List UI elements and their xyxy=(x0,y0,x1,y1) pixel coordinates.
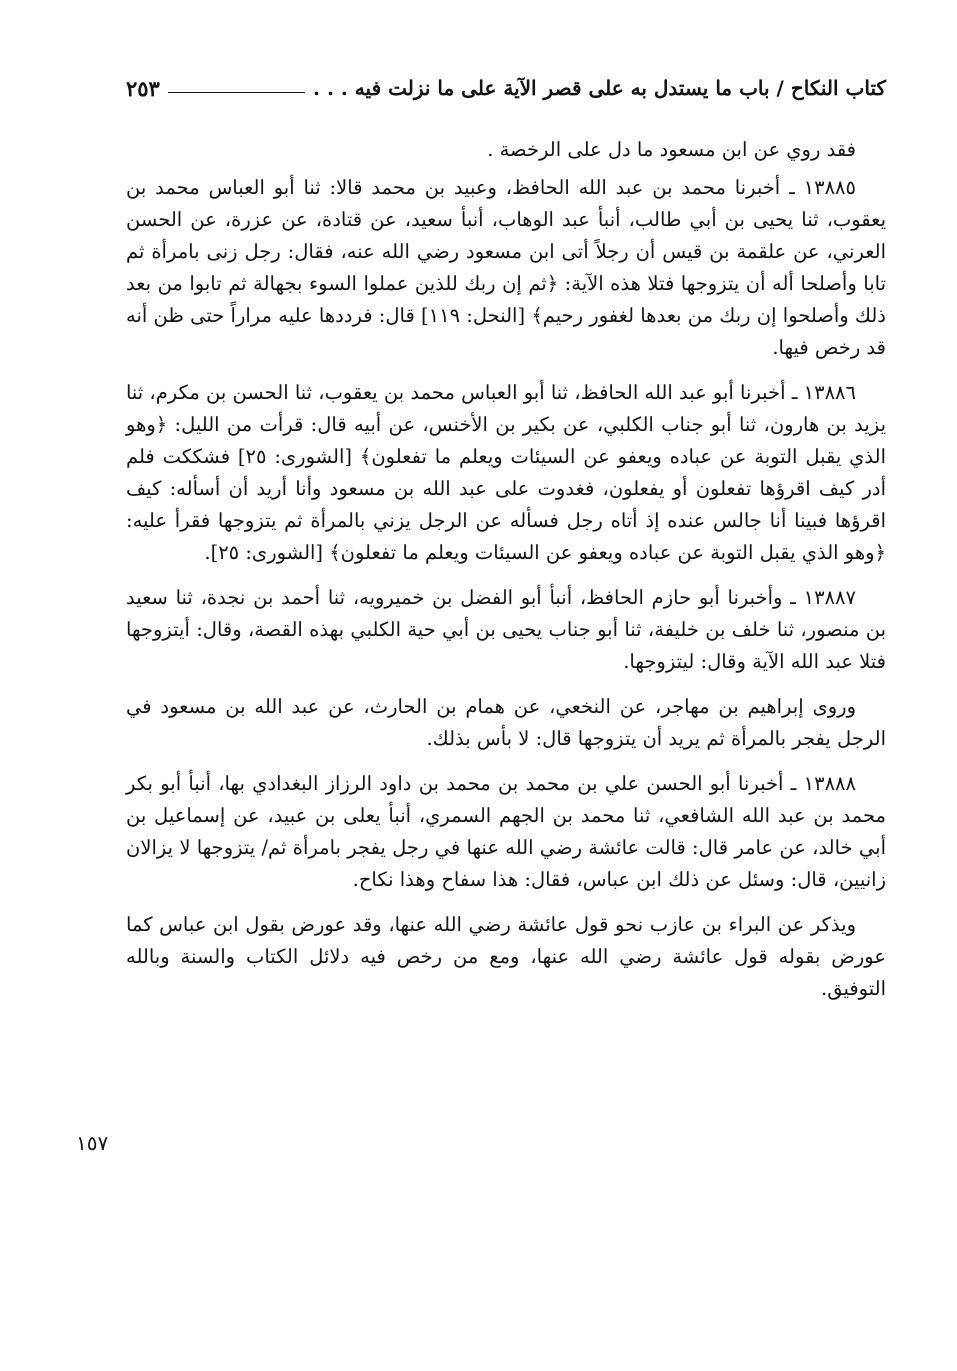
paragraph-ibrahim: وروى إبراهيم بن مهاجر، عن النخعي، عن همام بن الحارث، عن عبد الله بن مسعود في الرجل يفجر بالمرأة ثم يريد أن يتزوجها قال: لا بأس بذلك. xyxy=(126,695,886,750)
running-title: كتاب النكاح / باب ما يستدل به على قصر الآية على ما نزلت فيه . . . xyxy=(313,76,886,100)
paragraph-intro: فقد روي عن ابن مسعود ما دل على الرخصة . xyxy=(487,138,856,161)
paragraph-conclusion: ويذكر عن البراء بن عازب نحو قول عائشة رضي الله عنها، وقد عورض بقول ابن عباس كما عورض بقوله قول عائشة رضي الله عنها، ومع من رخص فيه دلائل الكتاب والسنة وبالله التوفيق. xyxy=(126,913,886,1000)
hadith-13887: ١٣٨٨٧ ـ وأخبرنا أبو حازم الحافظ، أنبأ أبو الفضل بن خميرويه، ثنا أحمد بن نجدة، ثنا سعيد بن منصور، ثنا خلف بن خليفة، ثنا أبو جناب يحيى بن أبي حية الكلبي بهذه القصة، وقال: أيتزوجها فتلا عبد الله الآية وقال: ليتزوجها. xyxy=(126,586,886,673)
page-body xyxy=(126,134,886,1018)
hadith-13888: ١٣٨٨٨ ـ أخبرنا أبو الحسن علي بن محمد بن محمد بن داود الرزاز البغدادي بها، أنبأ أبو بكر محمد بن عبد الله الشافعي، ثنا محمد بن الجهم السمري، أنبأ يعلى بن عبيد، عن إسماعيل بن أبي خالد، عن عامر قال: قالت عائشة رضي الله عنها في رجل يفجر بامرأة ثم/ يتزوجها لا يزالان زانيين، قال: وسئل عن ذلك ابن عباس، فقال: هذا سفاح وهذا نكاح. xyxy=(126,772,886,891)
hadith-13886: ١٣٨٨٦ ـ أخبرنا أبو عبد الله الحافظ، ثنا أبو العباس محمد بن يعقوب، ثنا الحسن بن مكرم، ثنا يزيد بن هارون، ثنا أبو جناب الكلبي، عن بكير بن الأخنس، عن أبيه قال: قرأت من الليل: ﴿وهو الذي يقبل التوبة عن عباده ويعفو عن السيئات ويعلم ما تفعلون﴾ [الشورى: ٢٥] فشككت فلم أدر كيف اقرؤها تفعلون أو يفعلون، فغدوت على عبد الله بن مسعود وأنا أريد أن أسأله: كيف اقرؤها فبينا أنا جالس عنده إذ أتاه رجل فسأله عن الرجل يزني بالمرأة ثم يتزوجها فقرأ عليه: ﴿وهو الذي يقبل التوبة عن عباده ويعفو عن السيئات ويعلم ما تفعلون﴾ [الشورى: ٢٥]. xyxy=(125,381,886,564)
hadith-13885: ١٣٨٨٥ ـ أخبرنا محمد بن عبد الله الحافظ، وعبيد بن محمد قالا: ثنا أبو العباس محمد بن يعقوب، ثنا يحيى بن أبي طالب، أنبأ عبد الوهاب، أنبأ سعيد، عن قتادة، عن عزرة، عن الحسن العرني، عن علقمة بن قيس أن رجلاً أتى ابن مسعود رضي الله عنه، فقال: رجل زنى بامرأة ثم تابا وأصلحا أله أن يتزوجها فتلا هذه الآية: ﴿ثم إن ربك للذين عملوا السوء بجهالة ثم تابوا من بعد ذلك وأصلحوا إن ربك من بعدها لغفور رحيم﴾ [النحل: ١١٩] قال: فرددها عليه مراراً حتى ظن أنه قد رخص فيها. xyxy=(126,176,886,359)
margin-volume-reference: ١٥٧ xyxy=(76,1131,109,1155)
page-number: ٢٥٣ xyxy=(126,75,160,101)
header-rule xyxy=(168,92,305,93)
page-header xyxy=(126,68,886,108)
